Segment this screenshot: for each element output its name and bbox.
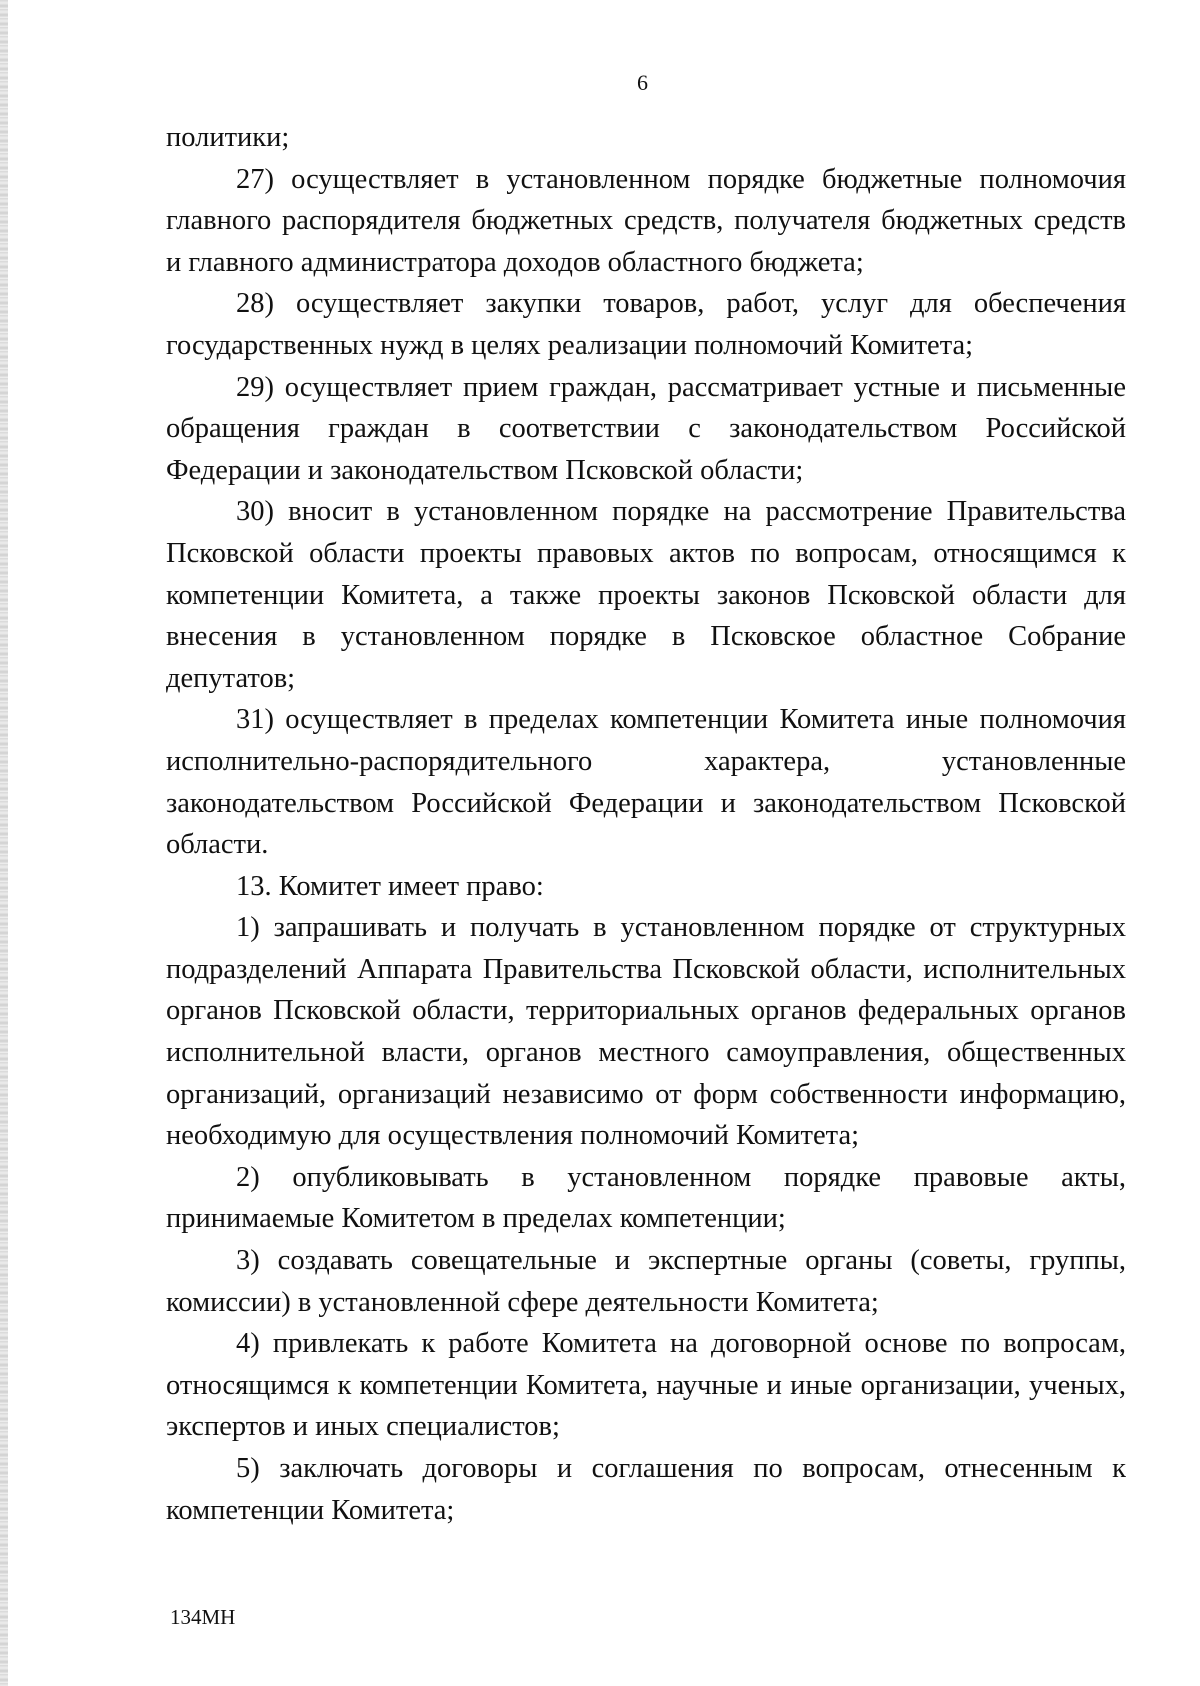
paragraph-right-2: 2) опубликовывать в установленном порядке правовые акты, принимаемые Комитетом в пределах компетенции; (166, 1161, 1126, 1235)
paragraph-item-29: 29) осуществляет прием граждан, рассматривает устные и письменные обращения граждан в соответствии с законодательством Российской Федерации и законодательством Псковской области; (166, 371, 1126, 486)
paragraph-continuation: политики; (166, 122, 290, 153)
document-body (166, 117, 1126, 1531)
page-number: 6 (637, 70, 648, 95)
paragraph-item-30: 30) вносит в установленном порядке на рассмотрение Правительства Псковской области проекты правовых актов по вопросам, относящимся к компетенции Комитета, а также проекты законов Псковской области для внесения в установленном порядке в Псковское областное Собрание депутатов; (166, 496, 1126, 694)
section-13-heading: 13. Комитет имеет право: (236, 870, 544, 902)
paragraph-right-3: 3) создавать совещательные и экспертные органы (советы, группы, комиссии) в установленной сфере деятельности Комитета; (166, 1245, 1126, 1318)
footer-document-code: 134МН (170, 1605, 236, 1629)
paragraph-item-28: 28) осуществляет закупки товаров, работ, услуг для обеспечения государственных нужд в целях реализации полномочий Комитета; (166, 288, 1126, 361)
scan-edge-artifact (0, 0, 8, 1686)
paragraph-right-1: 1) запрашивать и получать в установленном порядке от структурных подразделений Аппарата Правительства Псковской области, исполнительных органов Псковской области, территориальных органов федеральных органов исполнительной власти, органов местного самоуправления, общественных организаций, организаций независимо от форм собственности информацию, необходимую для осуществления полномочий Комитета; (166, 912, 1126, 1152)
paragraph-item-27: 27) осуществляет в установленном порядке бюджетные полномочия главного распорядителя бюджетных средств, получателя бюджетных средств и главного администратора доходов областного бюджета; (166, 163, 1126, 278)
paragraph-item-31: 31) осуществляет в пределах компетенции Комитета иные полномочия исполнительно-распорядительного характера, установленные законодательством Российской Федерации и законодательством Псковской области. (166, 704, 1126, 861)
paragraph-right-5: 5) заключать договоры и соглашения по вопросам, отнесенным к компетенции Комитета; (166, 1453, 1126, 1526)
paragraph-right-4: 4) привлекать к работе Комитета на договорной основе по вопросам, относящимся к компетенции Комитета, научные и иные организации, ученых, экспертов и иных специалистов; (166, 1328, 1126, 1443)
